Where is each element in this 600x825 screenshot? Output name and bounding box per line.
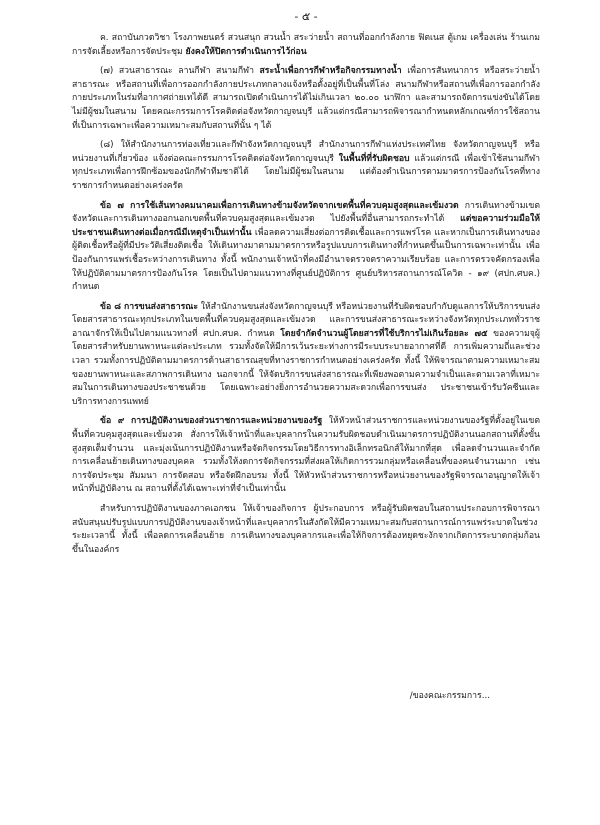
text-run: ของความจุผู้โดยสารสำหรับยานพาหนะแต่ละประเภท รวมทั้งจัดให้มีการเว้นระยะห่างการมีระบบระบายอากาศที่ดี การเพิ่มความถี่และช่วงเวลา รวมทั้งการปฏิบัติตามมาตรการด้านสาธารณสุขที่ทางราชการกำหนดอย่างเคร่งครัด ทั้งนี้ ให้พิจารณาตามความเหมาะสมของยานพาหนะและสภาพการเดินทาง นอกจากนี้ ให้จัดบริการขนส่งสาธารณะที่เพียงพอตามความจำเป็นและตามเวลาที่เหมาะสมในการเดินทางของประชาชนด้วย โดยเฉพาะอย่างยิ่งการอำนวยความสะดวกเพื่อการขนส่ง ประชาชนเข้ารับวัคซีนและบริการทางการแพทย์ [72,328,540,407]
bold-text-run: ข้อ ๙ การปฏิบัติงานของส่วนราชการและหน่วยงานของรัฐ [100,416,323,427]
paragraph-p-clause7 [72,200,540,295]
text-run: การเดินทางข้ามเขตจังหวัดและการเดินทางออกนอกเขตพื้นที่ควบคุมสูงสุดและเข้มงวด ไปยังพื้นที่อื่นสามารถกระทำได้ [72,200,540,225]
continuation-note: /ของคณะกรรมการ... [409,691,490,701]
text-run: ให้หัวหน้าส่วนราชการและหน่วยงานของรัฐที่ตั้งอยู่ในเขตพื้นที่ควบคุมสูงสุดและเข้มงวด สั่งการให้เจ้าหน้าที่และบุคลากรในความรับผิดชอบดำเนินมาตรการปฏิบัติงานนอกสถานที่ตั้งขั้นสูงสุดเต็มจำนวน และมุ่งเน้นการปฏิบัติงานหรือจัดกิจกรรมโดยวิธีการทางอิเล็กทรอนิกส์ให้มากที่สุด เพื่อลดจำนวนและจำกัดการเคลื่อนย้ายเดินทางของบุคคล รวมทั้งให้งดการจัดกิจกรรมที่ส่งผลให้เกิดการรวมกลุ่มหรือเคลื่อนที่ของคนจำนวนมาก เช่น การจัดประชุม สัมมนา การจัดสอบ หรือจัดฝึกอบรม ทั้งนี้ ให้หัวหน้าส่วนราชการหรือหน่วยงานของรัฐพิจารณาอนุญาตให้เจ้าหน้าที่ปฏิบัติงาน ณ สถานที่ตั้งได้เฉพาะเท่าที่จำเป็นเท่านั้น [72,416,540,495]
paragraph-p-8 [72,139,540,193]
paragraph-p-private [72,503,540,557]
text-run: เพื่อการสันทนาการ หรือสระว่ายน้ำสาธารณะ หรือสถานที่เพื่อการออกกำลังกายประเภทกลางแจ้งหรือตั้งอยู่ที่เป็นพื้นที่โล่ง สนามกีฬาหรือสถานที่เพื่อการออกกำลังกายประเภทในร่มที่อากาศถ่ายเทได้ดี สามารถเปิดดำเนินการได้ไม่เกินเวลา ๒๐.๐๐ นาฬิกา และสามารถจัดการแข่งขันได้โดยไม่มีผู้ชมในสนาม โดยคณะกรรมการโรคติดต่อจังหวัดกาญจนบุรี แล้วแต่กรณีสามารถพิจารณากำหนดหลักเกณฑ์การใช้สถานที่เป็นการเฉพาะเพื่อความเหมาะสมกับสถานที่นั้น ๆ ได้ [72,66,540,131]
paragraph-p-c [72,32,540,59]
bold-text-run: แต่ขอความร่วมมือให้ประชาชนเดินทางต่อเมื่อกรณีมีเหตุจำเป็นเท่านั้น [72,214,540,238]
text-run: (๘) ให้สำนักงานการท่องเที่ยวและกีฬาจังหวัดกาญจนบุรี สำนักงานการกีฬาแห่งประเทศไทย จังหวัดกาญจนบุรี หรือหน่วยงานที่เกี่ยวข้อง แจ้งต่อคณะกรรมการโรคติดต่อจังหวัดกาญจนบุรี [72,140,540,164]
bold-text-run: ยังคงให้ปิดการดำเนินการไว้ก่อน [185,46,307,57]
paragraph-p-7 [72,65,540,133]
text-run: ให้สำนักงานขนส่งจังหวัดกาญจนบุรี หรือหน่วยงานที่รับผิดชอบกำกับดูแลการให้บริการขนส่งโดยสารสาธารณะทุกประเภทในเขตพื้นที่ควบคุมสูงสุดและเข้มงวด และการขนส่งสาธารณะระหว่างจังหวัดทุกประเภททั่วราชอาณาจักรให้เป็นไปตามแนวทางที่ ศปก.ศบค. กำหนด [72,301,540,339]
bold-text-run: ข้อ ๗ การใช้เส้นทางคมนาคมเพื่อการเดินทางข้ามจังหวัดจากเขตพื้นที่ควบคุมสูงสุดและเข้มงวด [100,200,459,211]
paragraph-p-clause9 [72,415,540,497]
text-run: ค. สถาบันกวดวิชา โรงภาพยนตร์ สวนสนุก สวนน้ำ สระว่ายน้ำ สถานที่ออกกำลังกาย ฟิตเนส ตู้เกม เครื่องเล่น ร้านเกม การจัดเลี้ยงหรือการจัดประชุม [72,33,540,57]
bold-text-run: ข้อ ๘ การขนส่งสาธารณะ [100,301,198,312]
bold-text-run: ในพื้นที่ที่รับผิดชอบ [338,153,410,164]
document-body [72,32,540,557]
text-run: สำหรับการปฏิบัติงานของภาคเอกชน ให้เจ้าของกิจการ ผู้ประกอบการ หรือผู้รับผิดชอบในสถานประกอบการพิจารณาสนับสนุนปรับรูปแบบการปฏิบัติงานของเจ้าหน้าที่และบุคลากรในสังกัดให้มีความเหมาะสมกับสถานการณ์การแพร่ระบาดในช่วงระยะเวลานี้ ทั้งนี้ เพื่อลดการเคลื่อนย้าย การเดินทางของบุคลากรและเพื่อให้กิจการต้องหยุดชะงักจากเกิดการระบาดกลุ่มก้อนขึ้นในองค์กร [72,504,540,555]
text-run: แล้วแต่กรณี เพื่อเข้าใช้สนามกีฬาทุกประเภทเพื่อการฝึกซ้อมของนักกีฬาทีมชาติได้ โดยไม่มีผู้ชมในสนาม แต่ต้องดำเนินการตามมาตรการป้องกันโรคที่ทางราชการกำหนดอย่างเคร่งครัด [72,153,541,191]
page-number: - ๕ - [294,10,318,23]
paragraph-p-clause8 [72,301,540,410]
text-run: เพื่อลดความเสี่ยงต่อการติดเชื้อและการแพร่โรค และหากเป็นการเดินทางของผู้ติดเชื้อหรือผู้ที่มีประวัติเสี่ยงติดเชื้อ ให้เดินทางมาตามมาตรการหรือรูปแบบการเดินทางที่กำหนดขึ้นเป็นการเฉพาะเท่านั้น เพื่อป้องกันการแพร่เชื้อระหว่างการเดินทาง ทั้งนี้ พนักงานเจ้าหน้าที่คงมีอำนาจตรวจตราความเรียบร้อย และการตรวจคัดกรองเพื่อให้ปฏิบัติตามมาตรการป้องกันโรค โดยเป็นไปตามแนวทางที่ศูนย์ปฏิบัติการ ศูนย์บริหารสถานการณ์โควิด - ๑๙ (ศปก.ศบค.) กำหนด [72,227,540,293]
bold-text-run: สระน้ำเพื่อการกีฬาหรือกิจกรรมทางน้ำ [259,66,402,77]
text-run: (๗) สวนสาธารณะ ลานกีฬา สนามกีฬา [100,66,260,77]
bold-text-run: โดยจำกัดจำนวนผู้โดยสารที่ใช้บริการไม่เกินร้อยละ ๗๕ [280,328,488,339]
